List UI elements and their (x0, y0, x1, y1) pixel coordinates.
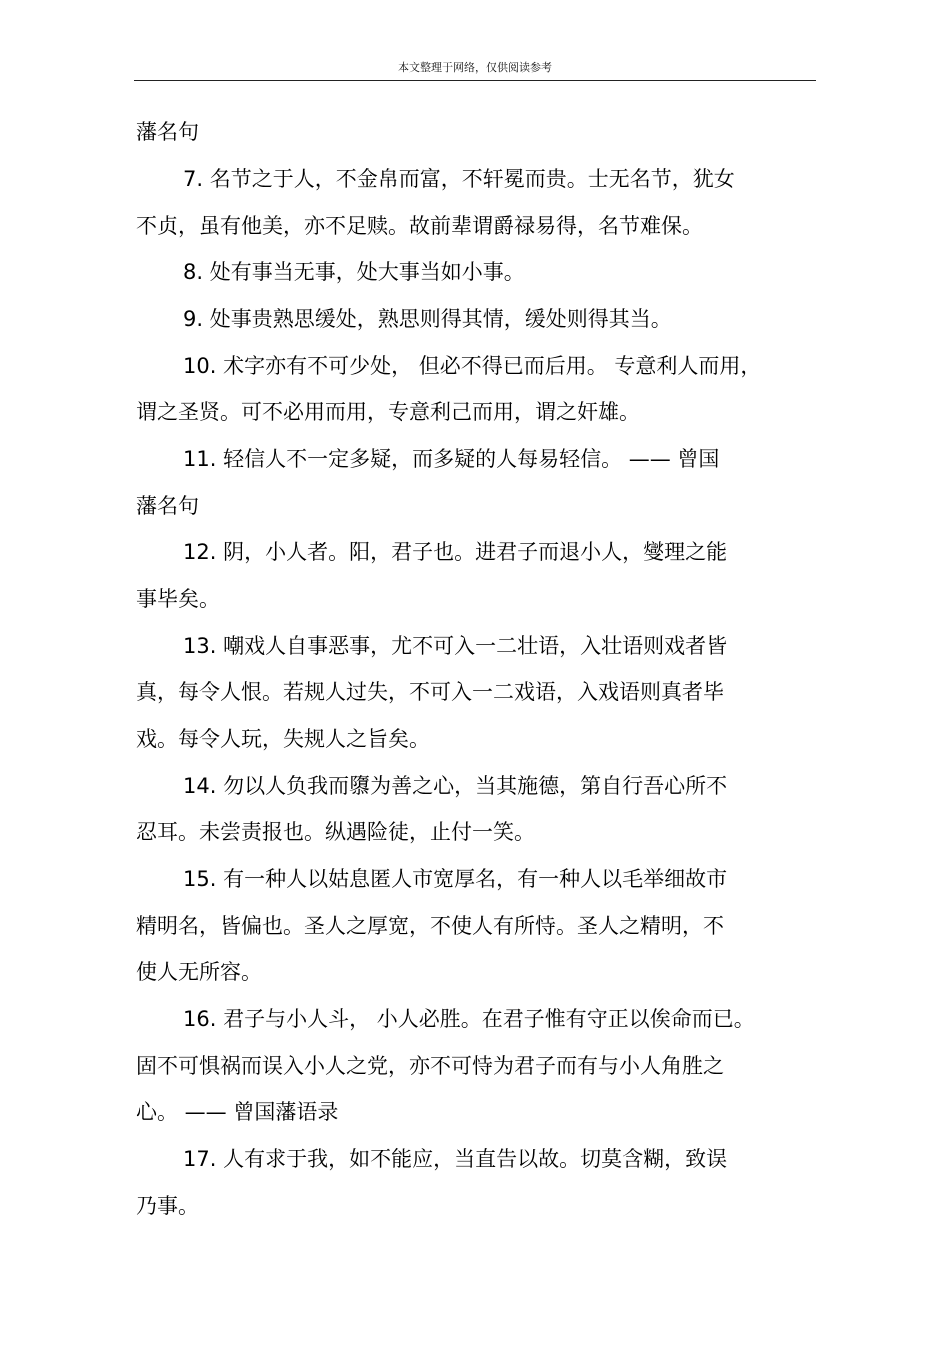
item-13-line-1: 13. 嘲戏人自事恶事，尤不可入一二壮语，入壮语则戏者皆 (183, 634, 728, 658)
page-header: 本文整理于网络，仅供阅读参考 (398, 61, 552, 74)
item-14-line-1: 14. 勿以人负我而隳为善之心，当其施德，第自行吾心所不 (183, 774, 728, 798)
item-12-line-2: 事毕矣。 (136, 587, 220, 611)
item-12-line-1: 12. 阴，小人者。阳，君子也。进君子而退小人，燮理之能 (183, 540, 728, 564)
item-15-line-1: 15. 有一种人以姑息匿人市宽厚名，有一种人以毛举细故市 (183, 867, 728, 891)
item-17-line-1: 17. 人有求于我，如不能应，当直告以故。切莫含糊，致误 (183, 1147, 728, 1171)
item-13-line-2: 真，每令人恨。若规人过失，不可入一二戏语，入戏语则真者毕 (136, 680, 724, 704)
item-14-line-2: 忍耳。未尝责报也。纵遇险徒，止付一笑。 (136, 820, 535, 844)
text-line: 藩名句 (136, 120, 199, 144)
item-7-line-2: 不贞，虽有他美，亦不足赎。故前辈谓爵禄易得，名节难保。 (136, 214, 703, 238)
item-11-line-1: 11. 轻信人不一定多疑，而多疑的人每易轻信。 —— 曾国 (183, 447, 720, 471)
item-16-line-2: 固不可惧祸而误入小人之党，亦不可恃为君子而有与小人角胜之 (136, 1054, 724, 1078)
item-13-line-3: 戏。每令人玩，失规人之旨矣。 (136, 727, 430, 751)
item-11-line-2: 藩名句 (136, 494, 199, 518)
item-17-line-2: 乃事。 (136, 1194, 199, 1218)
item-7-line-1: 7. 名节之于人，不金帛而富，不轩冕而贵。士无名节，犹女 (183, 167, 735, 191)
header-divider (134, 80, 816, 81)
item-9: 9. 处事贵熟思缓处，熟思则得其情，缓处则得其当。 (183, 307, 672, 331)
item-15-line-3: 使人无所容。 (136, 960, 262, 984)
item-16-line-3: 心。 —— 曾国藩语录 (136, 1100, 339, 1124)
item-10-line-1: 10. 术字亦有不可少处， 但必不得已而后用。 专意利人而用， (183, 354, 762, 378)
item-15-line-2: 精明名，皆偏也。圣人之厚宽，不使人有所恃。圣人之精明，不 (136, 914, 724, 938)
item-10-line-2: 谓之圣贤。可不必用而用，专意利己而用，谓之奸雄。 (136, 400, 640, 424)
item-16-line-1: 16. 君子与小人斗， 小人必胜。在君子惟有守正以俟命而已。 (183, 1007, 755, 1031)
item-8: 8. 处有事当无事，处大事当如小事。 (183, 260, 525, 284)
